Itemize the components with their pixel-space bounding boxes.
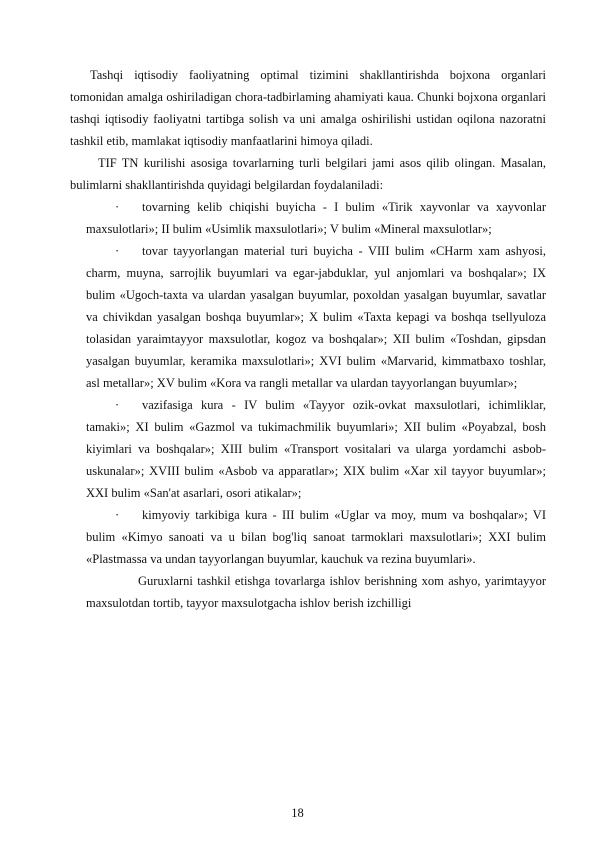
bullet-text: vazifasiga kura - IV bulim «Tayyor ozik-ovkat maxsulotlari, ichimliklar, tamaki»; XI bulim «Gazmol va tukimachmilik buyumlari»; XII bulim «Poyabzal, bosh kiyimlari va boshqalar»; XIII bulim «Transport vositalari va ularga yordamchi asbob-uskunalar»; XVIII bulim «Asbob va apparatlar»; XIX bulim «Xar xil tayyor buyumlar»; XXI bulim «San'at asarlari, osori atikalar»;: [86, 398, 546, 500]
bullet-marker: ·: [115, 398, 120, 412]
bullet-text: tovar tayyorlangan material turi buyicha - VIII bulim «CHarm xam ashyosi, charm, muyna, sarrojlik buyumlari va egar-jabduklar, yul anjomlari va boshqalar»; IX bulim «Ugoch-taxta va ulardan yasalgan buyumlar, poxoldan yasalgan buyumlar, savatlar va chivikdan yasalgan boshqa buyumlar»; X bulim «Taxta kepagi va boshqa tsellyuloza tolasidan yaraimtayyor maxsulotlar, kogoz va boshqalar»; XII bulim «Toshdan, gipsdan yasalgan buyumlar, keramika maxsulotlari»; XVI bulim «Marvarid, kimmatbaxo toshlar, asl metallar»; XV bulim «Kora va rangli metallar va ulardan tayyorlangan buyumlar»;: [86, 244, 546, 390]
bullet-marker: ·: [115, 508, 120, 522]
paragraph-tif-tn: TIF TN kurilishi asosiga tovarlarning turli belgilari jami asos qilib olingan. Masalan, bulimlarni shakllantirishda quyidagi belgilardan foydalaniladi:: [70, 156, 546, 192]
bullet-item-origin: [70, 196, 546, 240]
bullet-marker: ·: [115, 244, 120, 258]
page-number: 18: [291, 806, 304, 820]
bullet-text: kimyoviy tarkibiga kura - III bulim «Uglar va moy, mum va boshqalar»; VI bulim «Kimyo sanoati va u bilan bog'liq sanoat tarmoklari maxsulotlari»; XXI bulim «Plastmassa va undan tayyorlangan buyumlar, kauchuk va rezina buyumlari».: [86, 508, 546, 566]
bullet-text: tovarning kelib chiqishi buyicha - I bulim «Tirik xayvonlar va xayvonlar maxsulotlari»; II bulim «Usimlik maxsulotlari»; V bulim «Mineral maxsulotlar»;: [86, 200, 546, 236]
paragraph-intro: Tashqi iqtisodiy faoliyatning optimal tizimini shakllantirishda bojxona organlari tomonidan amalga oshiriladigan chora-tadbirlaming ahamiyati kaua. Chunki bojxona organlari tashqi iqtisodiy faoliyatni tartibga solish va uni amalga oshirilishi ustidan oqilona nazoratni tashkil etib, mamlakat iqtisodiy manfaatlarini himoya qiladi.: [70, 68, 546, 148]
bullet-item-material: [70, 240, 546, 394]
bullet-marker: ·: [115, 200, 120, 214]
document-body: [70, 64, 546, 614]
paragraph-grouping: Guruxlarni tashkil etishga tovarlarga ishlov berishning xom ashyo, yarimtayyor maxsulotdan tortib, tayyor maxsulotgacha ishlov berish izchilligi: [86, 574, 546, 610]
bullet-item-purpose: [70, 394, 546, 504]
bullet-item-chemical: [70, 504, 546, 570]
